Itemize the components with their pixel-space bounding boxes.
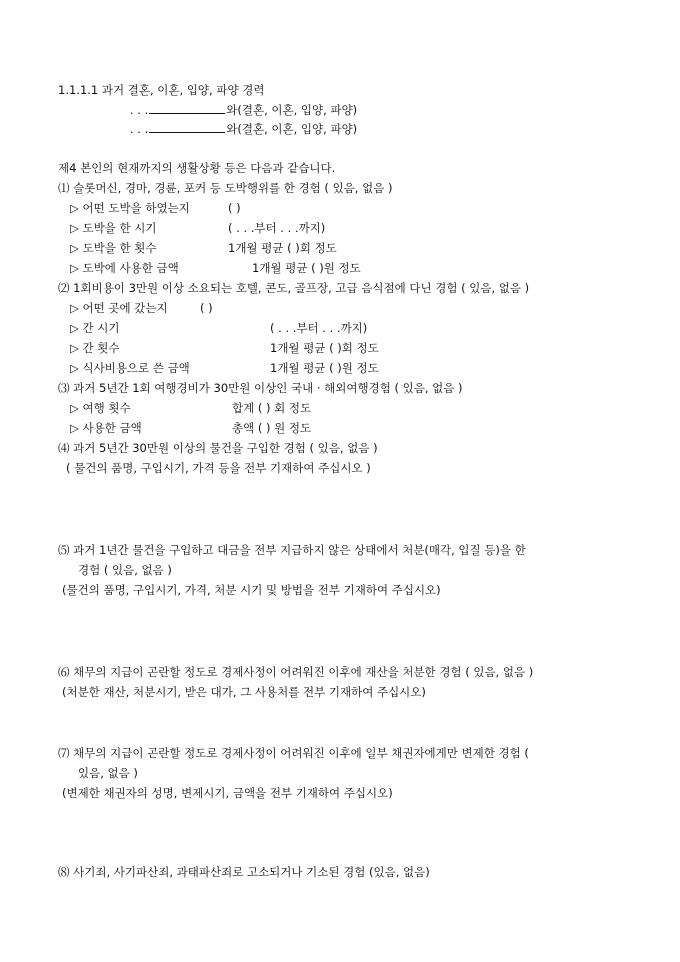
item-3-row-value[interactable]: 합계 ( ) 회 정도 xyxy=(232,401,312,415)
item-1-row-label: ▷ 어떤 도박을 하였는지 xyxy=(70,201,190,215)
item-7-title: ⑺ 채무의 지급이 곤란할 정도로 경제사정이 어려워진 이후에 일부 채권자에게만 변제한 경험 ( xyxy=(58,746,529,760)
item-3-row-label: ▷ 여행 횟수 xyxy=(70,401,131,415)
item-5-title: ⑸ 과거 1년간 물건을 구입하고 대금을 전부 지급하지 않은 상태에서 처분(매각, 입질 등)을 한 xyxy=(58,543,526,557)
item-2-row-value[interactable]: ( . . .부터 . . .까지) xyxy=(270,321,368,335)
item-2-title: ⑵ 1회비용이 3만원 이상 소요되는 호텔, 콘도, 골프장, 고급 음식점에 다닌 경험 ( 있음, 없음 ) xyxy=(58,281,530,295)
item-1-row-label: ▷ 도박을 한 횟수 xyxy=(70,241,157,255)
item-2-row-value[interactable]: 1개월 평균 ( )원 정도 xyxy=(270,361,379,375)
item-2-row-label: ▷ 간 시기 xyxy=(70,321,120,335)
item-2-row-value[interactable]: ( ) xyxy=(200,301,213,315)
item-3-row-label: ▷ 사용한 금액 xyxy=(70,421,142,435)
item-1-title: ⑴ 슬롯머신, 경마, 경륜, 포커 등 도박행위를 한 경험 ( 있음, 없음 ) xyxy=(58,181,393,195)
item-2-row-value[interactable]: 1개월 평균 ( )회 정도 xyxy=(270,341,379,355)
item-1-row-label: ▷ 도박을 한 시기 xyxy=(70,221,157,235)
date-placeholder: . . . xyxy=(130,122,149,136)
item-7-note: (변제한 채권자의 성명, 변제시기, 금액을 전부 기재하여 주십시오) xyxy=(62,786,393,800)
item-5-title-cont: 경험 ( 있음, 없음 ) xyxy=(78,563,172,577)
row-suffix: 와(결혼, 이혼, 입양, 파양) xyxy=(226,122,358,136)
item-3-row-value[interactable]: 총액 ( ) 원 정도 xyxy=(232,421,312,435)
item-1-row-value[interactable]: 1개월 평균 ( )회 정도 xyxy=(228,241,337,255)
marriage-history-row-1 xyxy=(130,100,357,120)
item-6-title: ⑹ 채무의 지급이 곤란할 정도로 경제사정이 어려워진 이후에 재산을 처분한 경험 ( 있음, 없음 ) xyxy=(58,665,534,679)
item-7-title-cont: 있음, 없음 ) xyxy=(78,766,138,780)
section-1111-heading: 1.1.1.1 과거 결혼, 이혼, 입양, 파양 경력 xyxy=(58,83,265,97)
item-1-row-value[interactable]: ( ) xyxy=(228,201,241,215)
item-1-row-value[interactable]: ( . . .부터 . . .까지) xyxy=(228,221,326,235)
date-placeholder: . . . xyxy=(130,103,149,117)
marriage-history-row-2 xyxy=(130,119,357,139)
item-1-row-label: ▷ 도박에 사용한 금액 xyxy=(70,261,179,275)
item-2-row-label: ▷ 간 횟수 xyxy=(70,341,120,355)
item-4-note: ( 물건의 품명, 구입시기, 가격 등을 전부 기재하여 주십시오 ) xyxy=(66,461,371,475)
item-2-row-label: ▷ 어떤 곳에 갔는지 xyxy=(70,301,168,315)
item-2-row-label: ▷ 식사비용으로 쓴 금액 xyxy=(70,361,190,375)
section-4-heading: 제4 본인의 현재까지의 생활상황 등은 다음과 같습니다. xyxy=(58,161,336,175)
item-3-title: ⑶ 과거 5년간 1회 여행경비가 30만원 이상인 국내 · 해외여행경험 ( 있음, 없음 ) xyxy=(58,381,463,395)
item-4-title: ⑷ 과거 5년간 30만원 이상의 물건을 구입한 경험 ( 있음, 없음 ) xyxy=(58,441,378,455)
item-8-title: ⑻ 사기죄, 사기파산죄, 과태파산죄로 고소되거나 기소된 경험 (있음, 없음) xyxy=(58,865,430,879)
item-5-note: (물건의 품명, 구입시기, 가격, 처분 시기 및 방법을 전부 기재하여 주십시오) xyxy=(62,583,441,597)
item-1-row-value[interactable]: 1개월 평균 ( )원 정도 xyxy=(252,261,361,275)
row-suffix: 와(결혼, 이혼, 입양, 파양) xyxy=(226,103,358,117)
blank-line[interactable] xyxy=(149,120,225,133)
item-6-note: (처분한 재산, 처분시기, 받은 대가, 그 사용처를 전부 기재하여 주십시오) xyxy=(62,685,426,699)
blank-line[interactable] xyxy=(149,101,225,114)
